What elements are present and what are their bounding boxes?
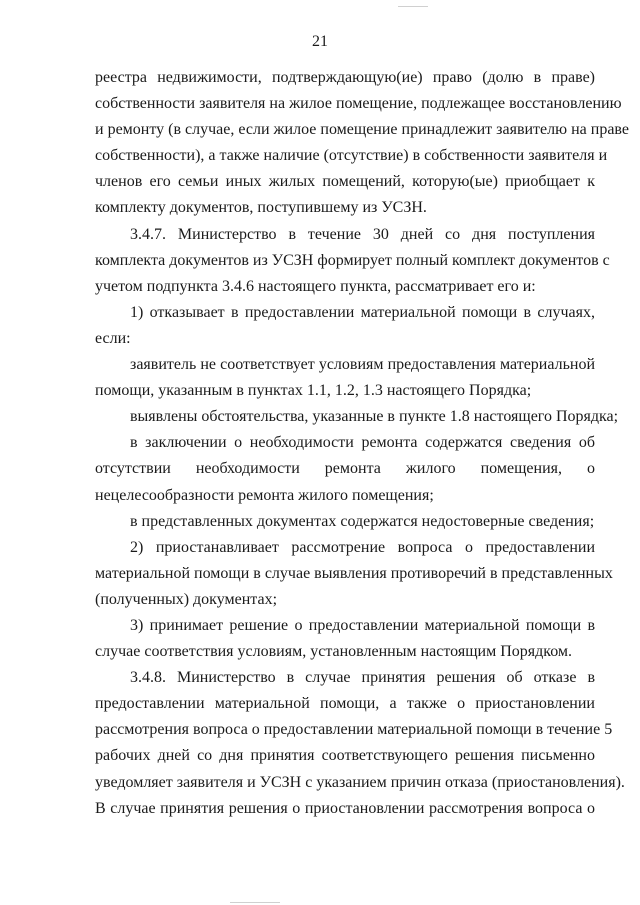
text-line: в представленных документах содержатся недостоверные сведения; xyxy=(130,512,595,530)
text-line: учетом подпункта 3.4.6 настоящего пункта, рассматривает его и: xyxy=(95,277,536,295)
text-line: отсутствии необходимости ремонта жилого помещения, о xyxy=(95,460,595,478)
text-line: рабочих дней со дня принятия соответствующего решения письменно xyxy=(95,747,595,765)
scan-artifact-top xyxy=(398,6,428,7)
text-line: В случае принятия решения о приостановлении рассмотрения вопроса о xyxy=(95,799,595,817)
document-body xyxy=(95,65,629,822)
text-line: в заключении о необходимости ремонта содержатся сведения об xyxy=(130,434,595,452)
text-line: 2) приостанавливает рассмотрение вопроса о предоставлении xyxy=(130,538,595,556)
text-line: выявлены обстоятельства, указанные в пункте 1.8 настоящего Порядка; xyxy=(130,408,619,426)
text-line: случае соответствия условиям, установленным настоящим Порядком. xyxy=(95,643,573,661)
text-line: членов его семьи иных жилых помещений, которую(ые) приобщает к xyxy=(95,173,595,191)
text-line: помощи, указанным в пунктах 1.1, 1.2, 1.3 настоящего Порядка; xyxy=(95,382,532,400)
text-line: комплекта документов из УСЗН формирует полный комплект документов с xyxy=(95,251,610,269)
text-line: 1) отказывает в предоставлении материальной помощи в случаях, xyxy=(130,303,595,321)
text-line: если: xyxy=(95,329,131,347)
text-line: 3.4.7. Министерство в течение 30 дней со дня поступления xyxy=(130,225,595,243)
text-line: комплекту документов, поступившему из УСЗН. xyxy=(95,199,427,217)
text-line: нецелесообразности ремонта жилого помещения; xyxy=(95,486,434,504)
text-line: предоставлении материальной помощи, а также о приостановлении xyxy=(95,695,595,713)
text-line: собственности заявителя на жилое помещение, подлежащее восстановлению xyxy=(95,95,622,113)
text-line: материальной помощи в случае выявления противоречий в представленных xyxy=(95,564,613,582)
text-line: уведомляет заявителя и УСЗН с указанием причин отказа (приостановления). xyxy=(95,773,625,791)
text-line: и ремонту (в случае, если жилое помещение принадлежит заявителю на праве xyxy=(95,121,629,139)
text-line: собственности), а также наличие (отсутствие) в собственности заявителя и xyxy=(95,147,608,165)
scan-artifact-bottom xyxy=(230,902,280,903)
text-line: 3) принимает решение о предоставлении материальной помощи в xyxy=(130,616,595,634)
text-line: (полученных) документах; xyxy=(95,590,278,608)
text-line: реестра недвижимости, подтверждающую(ие) право (долю в праве) xyxy=(95,69,595,86)
text-line: 3.4.8. Министерство в случае принятия решения об отказе в xyxy=(130,669,595,687)
text-line: заявитель не соответствует условиям предоставления материальной xyxy=(130,356,595,374)
page-number: 21 xyxy=(312,33,328,50)
text-line: рассмотрения вопроса о предоставлении материальной помощи в течение 5 xyxy=(95,721,613,739)
